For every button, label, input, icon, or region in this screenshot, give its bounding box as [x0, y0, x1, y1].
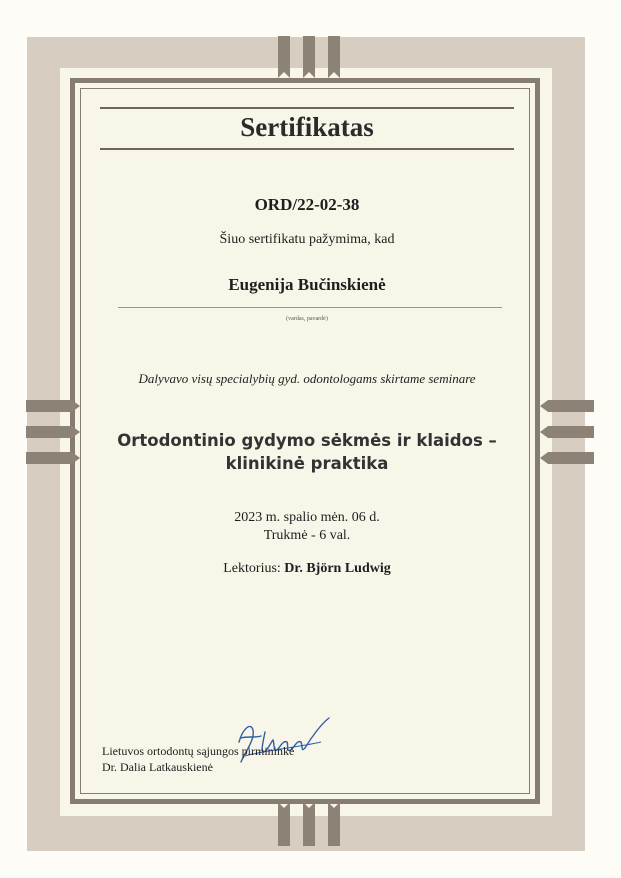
name-underline — [118, 307, 502, 308]
top-ribbon-decoration — [270, 30, 350, 90]
title-rule-top — [100, 107, 514, 109]
seminar-duration: Trukmė - 6 val. — [263, 528, 351, 543]
topic-line-2: klinikinė praktika — [225, 454, 389, 473]
lecturer-line — [100, 561, 514, 577]
lecturer-name: Dr. Björn Ludwig — [284, 561, 391, 576]
seminar-topic — [100, 429, 514, 475]
name-caption: (vardas, pavardė) — [286, 316, 328, 322]
lecturer-label: Lektorius: — [223, 561, 281, 576]
bottom-ribbon-decoration — [270, 790, 350, 852]
topic-line-1: Ortodontinio gydymo sėkmės ir klaidos – — [117, 431, 497, 450]
certificate-code: ORD/22-02-38 — [254, 195, 360, 214]
certificate-title: Sertifikatas — [240, 112, 374, 142]
left-ribbon-decoration — [22, 395, 84, 480]
right-ribbon-decoration — [536, 395, 598, 480]
recipient-name: Eugenija Bučinskienė — [228, 275, 386, 294]
seminar-text: Dalyvavo visų specialybių gyd. odontologams skirtame seminare — [138, 371, 476, 386]
title-rule-bottom — [100, 148, 514, 150]
certificate-intro: Šiuo sertifikatu pažymima, kad — [219, 232, 395, 247]
handwritten-signature — [225, 712, 335, 772]
seminar-date: 2023 m. spalio mėn. 06 d. — [234, 510, 380, 525]
signature-signer: Dr. Dalia Latkauskienė — [102, 760, 213, 774]
signature-organization: Lietuvos ortodontų sąjungos pirmininkė — [102, 744, 295, 758]
